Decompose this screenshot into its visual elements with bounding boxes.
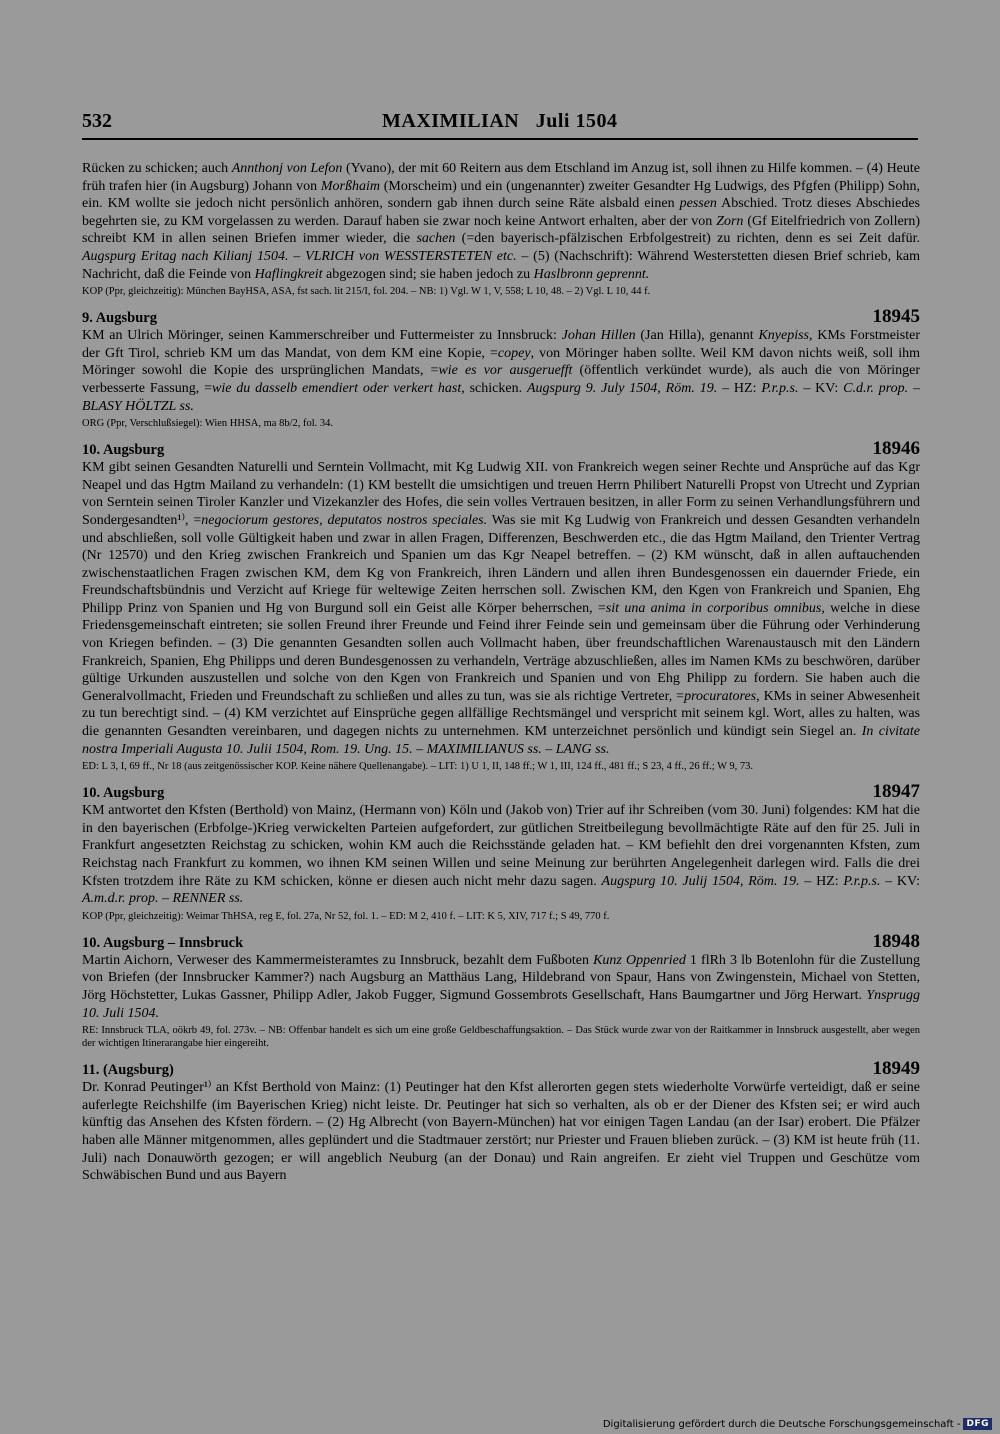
entry-heading [82,308,920,327]
entry-date: 10. Augsburg [82,442,165,459]
entry-body: Rücken zu schicken; auch Annthonj von Lefon (Yvano), der mit 60 Reitern aus dem Etschland im Anzug ist, soll ihnen zu Hilfe kommen. – (4) Heute früh trafen hier (in Augsburg) Johann von Morßhaim (Morscheim) und ein (ungenannter) zweiter Gesandter Hg Ludwigs, des Pfgfen (Philipp) Sohn, ein. KM wollte sie jedoch nicht persönlich anhören, sondern gab ihnen durch seine Räte alsbald einen pessen Abschied. Trotz dieses Abschiedes begehrten sie, zu KM vorgelassen zu werden. Darauf haben sie zwar noch keine Antwort erhalten, aber der von Zorn (Gf Eitelfriedrich von Zollern) schreibt KM in allen seinen Briefen immer wieder, die sachen (=den bayerisch-pfälzischen Erbfolgestreit) zu richten, denn es sei Zeit dafür. Augspurg Eritag nach Kilianj 1504. – VLRICH von WESSTERSTETEN etc. – (5) (Nachschrift): Während Westerstetten diesen Brief schrieb, kam Nachricht, daß die Feinde von Haflingkreit abgezogen sind; sie haben jedoch zu Haslbronn geprennt. [82,161,921,282]
dfg-logo-icon: DFG [963,1418,992,1430]
entry-continuation [82,160,920,298]
entry-note: KOP (Ppr, gleichzeitig): Weimar ThHSA, reg E, fol. 27a, Nr 52, fol. 1. – ED: M 2, 410 f. – LIT: K 5, XIV, 717 f.; S 49, 770 f. [82,910,610,922]
entry-note: RE: Innsbruck TLA, oökrb 49, fol. 273v. – NB: Offenbar handelt es sich um eine große Geldbeschaffungsaktion. – Das Stück wurde zwar von der Raitkammer in Innsbruck ausgestellt, aber wegen der wichtigen Itinerarangabe hier eingereiht. [82,1025,920,1050]
entry-note: ORG (Ppr, Verschlußsiegel): Wien HHSA, ma 8b/2, fol. 34. [82,418,334,430]
entry-number: 18949 [872,1058,920,1080]
entry-date: 10. Augsburg – Innsbruck [82,934,244,951]
page-number: 532 [82,110,112,132]
entry-number: 18947 [872,781,920,803]
page-content [82,160,920,1185]
entry-body: KM gibt seinen Gesandten Naturelli und Serntein Vollmacht, mit Kg Ludwig XII. von Frankreich wegen seiner Rechte und Ansprüche auf das Kgr Neapel und das Hgtm Mailand zu verhandeln: (1) KM bestellt die umsichtigen und treuen Herrn Philibert Naturelli Propst von Utrecht und Zyprian von Serntein seinen Tiroler Kanzler und Vizekanzler des Hofes, die sein volles Vertrauen besitzen, in aller Form zu seinen Verhandlungsführern und Sondergesandten¹⁾, =negociorum gestores, deputatos nostros speciales. Was sie mit Kg Ludwig von Frankreich und dessen Gesandten verhandeln und abschließen, soll volle Gültigkeit haben und zwar in allen Fragen, Differenzen, Beschwerden etc., die das Hgtm Mailand, den Trienter Vertrag (Nr 12570) und den Krieg zwischen Frankreich und Spanien um das Kgr Neapel betreffen. – (2) KM wünscht, daß in allen auftauchenden zwischenstaatlichen Fragen zwischen KM, dem Kg von Frankreich, ihren Ländern und allen ihren Bundesgenossen ein dauernder Friede, ein Freundschaftsbündnis und Verzicht auf Kriege für weltewige Zeiten herrschen soll. Zwischen KM, den Kgen von Frankreich und Spanien, Ehg Philipp Prinz von Spanien und Hg von Burgund soll ein Geist alle Körper beherrschen, =sit una anima in corporibus omnibus, welche in diese Friedensgemeinschaft eintreten; sie sollen Freund ihrer Freunde und Feind ihrer Feinde sein und gemeinsam über die Führung oder Verhinderung von Kriegen befinden. – (3) Die genannten Gesandten sollen auch Vollmacht haben, über freundschaftlichen Warenaustausch mit den Ländern Frankreich, Spanien, Ehg Philipps und deren Bundesgenossen zu verhandeln, Verträge abzuschließen, alles im Namen KMs zu beschwören, darüber gültige Urkunden auszustellen und solche von den Kgen von Frankreich und Spanien und von Ehg Philipp zu fordern. Sie haben auch die Generalvollmacht, Frieden und Freundschaft zu schließen und alles zu tun, was sie als richtige Vertreter, =procuratores, KMs in seiner Abwesenheit zu tun berechtigt sind. – (4) KM verzichtet auf Einsprüche gegen allfällige Rechtsmängel und verspricht mit seinem kgl. Wort, alles zu halten, was die genannten Gesandten vereinbaren, und dagegen nichts zu unternehmen. KM unterzeichnet persönlich und kündigt sein Siegel an. In civitate nostra Imperiali Augusta 10. Julii 1504, Rom. 19. Ung. 15. – MAXIMILIANUS ss. – LANG ss. [82,460,921,757]
entry-number: 18945 [872,306,920,328]
entry-18949 [82,1060,920,1185]
entry-body: KM antwortet den Kfsten (Berthold) von Mainz, (Hermann von) Köln und (Jakob von) Trier auf ihr Schreiben (vom 30. Juni) folgendes: KM hat die in den bayerischen (Erbfolge-)Krieg verwickelten Parteien aufgefordert, zur gütlichen Streitbeilegung bevollmächtigte Räte auf den für 25. Juli in Frankfurt angesetzten Reichstag zu schicken, wohin KM auch die Reichsstände geladen hat. – KM befiehlt den drei vorgenannten Kfsten, zum Reichstag nach Frankfurt zu kommen, wo ihnen KM seinen Willen und seine Meinung zur berührten Angelegenheit darlegen wird. Falls die drei Kfsten trotzdem ihre Räte zu KM schicken, könne er diesen auch nicht mehr dazu sagen. Augspurg 10. Julij 1504, Röm. 19. – HZ: P.r.p.s. – KV: A.m.d.r. prop. – RENNER ss. [82,803,920,907]
entry-date: 9. Augsburg [82,310,157,327]
footer-credit: Digitalisierung gefördert durch die Deutsche Forschungsgemeinschaft - [602,1418,961,1430]
entry-body: Martin Aichorn, Verweser des Kammermeisteramtes zu Innsbruck, bezahlt dem Fußboten Kunz Oppenried 1 flRh 3 lb Botenlohn für die Zustellung von Briefen (der Innsbrucker Kammer?) nach Augsburg an Matthäus Lang, Hildebrand von Spaur, Hans von Zwingenstein, Michael von Stetten, Jörg Höchstetter, Lukas Gassner, Philipp Adler, Jakob Fugger, Sigmund Gossembrots Gesellschaft, Hans Baumgartner und Jörg Herwart. Ynsprugg 10. Juli 1504. [82,952,921,1021]
running-title: MAXIMILIAN Juli 1504 [382,110,618,132]
entry-number: 18946 [872,438,920,460]
entry-note: KOP (Ppr, gleichzeitig): München BayHSA, ASA, fst sach. lit 215/I, fol. 204. – NB: 1) Vgl. W 1, V, 558; L 10, 48. – 2) Vgl. L 10, 44 f. [82,286,651,298]
entry-body: Dr. Konrad Peutinger¹⁾ an Kfst Berthold von Mainz: (1) Peutinger hat den Kfst allerorten gegen stets wiederholte Vorwürfe verteidigt, daß er seine auferlegte Reichshilfe (im Bayerischen Krieg) nicht leiste. Dr. Peutinger hat sich so verhalten, als ob er der Diener des Kfsten sei; er wird auch künftig das Ansehen des Kfsten fördern. – (2) Hg Albrecht (von Bayern-München) hat vor einigen Tagen Landau (an der Isar) erobert. Die Pfälzer haben alle Männer mitgenommen, alles geplündert und die Stadtmauer zerstört; nur Priester und Frauen blieben zurück. – (3) KM ist heute früh (11. Juli) nach Donauwörth gezogen; er will angeblich Neuburg (an der Donau) und Rain angreifen. Er zieht viel Truppen und Geschütze vom Schwäbischen Bund und aus Bayern [82,1080,920,1184]
entry-heading [82,440,920,459]
page-header [82,110,918,140]
entry-heading [82,930,920,952]
entry-18948 [82,930,921,1050]
entry-heading [82,1060,920,1079]
entry-date: 10. Augsburg [82,785,165,802]
entry-note: ED: L 3, I, 69 ff., Nr 18 (aus zeitgenössischer KOP. Keine nähere Quellenangabe). – LIT: 1) U 1, II, 148 ff.; W 1, III, 124 ff., 481 ff.; S 23, 4 ff., 26 ff.; W 9, 73. [82,761,754,773]
entry-18946 [82,440,920,773]
entry-18947 [82,783,920,923]
entry-heading [82,783,920,802]
entry-body: KM an Ulrich Möringer, seinen Kammerschreiber und Futtermeister zu Innsbruck: Johan Hillen (Jan Hilla), genannt Knyepiss, KMs Forstmeister der Gft Tirol, schrieb KM um das Mandat, von dem KM eine Kopie, =copey, von Möringer haben sollte. Weil KM davon nichts weiß, soll ihm Möringer sowohl die Kopie des ursprünglichen Mandats, =wie es vor ausgeruefft (öffentlich verkündet wurde), als auch die von Möringer verbesserte Fassung, =wie du dasselb emendiert oder verkert hast, schicken. Augspurg 9. July 1504, Röm. 19. – HZ: P.r.p.s. – KV: C.d.r. prop. – BLASY HÖLTZL ss. [82,328,921,414]
digitization-footer [603,1418,992,1430]
entry-date: 11. (Augsburg) [82,1062,174,1079]
entry-number: 18948 [872,930,920,952]
entry-18945 [82,308,920,430]
